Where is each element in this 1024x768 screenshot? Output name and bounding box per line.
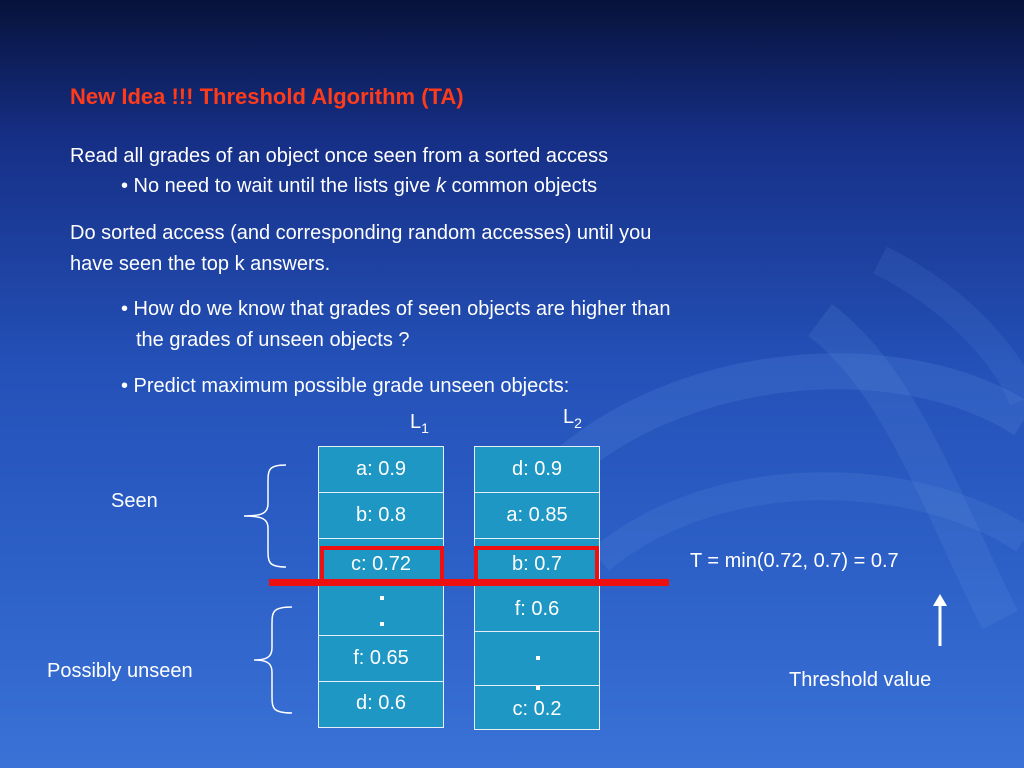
bullet-1-post: common objects: [445, 175, 598, 197]
bullet-1: [121, 174, 597, 198]
list2-cell: [474, 446, 600, 493]
threshold-value-label: Threshold value: [789, 669, 932, 691]
list1-cell: [318, 681, 444, 728]
up-arrow-icon: [930, 592, 950, 648]
slide-title: New Idea !!! Threshold Algorithm (TA): [70, 84, 464, 109]
list2-cell: [474, 585, 600, 632]
bullet-2-line1: • How do we know that grades of seen objects are higher than: [121, 298, 671, 320]
seen-brace: [240, 462, 290, 570]
ellipsis-dot: [380, 596, 384, 600]
list1-label-sub: 1: [421, 420, 429, 436]
list2-cell-text: b: 0.7: [511, 553, 563, 575]
highlight-box-list2: [474, 546, 599, 583]
list1-cell-text: d: 0.6: [355, 692, 407, 714]
bullet-3: • Predict maximum possible grade unseen objects:: [121, 375, 570, 397]
ellipsis-dot: [536, 686, 540, 690]
bullet-2-line2: the grades of unseen objects ?: [136, 329, 410, 351]
list1-cell-text: c: 0.72: [350, 553, 412, 575]
list2-cell-text: a: 0.85: [506, 504, 568, 526]
text-line-1: Read all grades of an object once seen from a sorted access: [70, 145, 609, 167]
threshold-formula: T = min(0.72, 0.7) = 0.7: [690, 550, 899, 572]
list1-cell-text: b: 0.8: [355, 504, 407, 526]
unseen-label: Possibly unseen: [47, 660, 193, 682]
list1-cell: [318, 492, 444, 539]
unseen-brace: [250, 604, 296, 716]
list2-cell: [474, 492, 600, 539]
list2-label-sub: 2: [574, 415, 582, 431]
highlight-box-list1: [320, 546, 444, 583]
list1-cell: [318, 446, 444, 493]
ellipsis-dot: [380, 622, 384, 626]
seen-label: Seen: [111, 490, 158, 512]
list1-label-letter: L: [410, 411, 422, 433]
list1-cell: [318, 635, 444, 682]
threshold-line: [269, 579, 669, 586]
list1-cell-text: f: 0.65: [353, 647, 409, 669]
list2-cell-text: d: 0.9: [511, 458, 563, 480]
list2-label-letter: L: [563, 406, 575, 428]
text-para2-line1: Do sorted access (and corresponding random accesses) until you: [70, 222, 652, 244]
bullet-1-pre: • No need to wait until the lists give: [121, 175, 436, 197]
list2-cell-text: f: 0.6: [514, 598, 560, 620]
list1-cell-ellipsis: [318, 585, 444, 636]
ellipsis-dot: [536, 656, 540, 660]
list2-cell-text: c: 0.2: [512, 698, 562, 720]
list2-label: [563, 405, 582, 435]
bullet-1-k: k: [435, 175, 446, 197]
text-para2-line2: have seen the top k answers.: [70, 253, 331, 275]
list1-cell-text: a: 0.9: [355, 458, 407, 480]
list2-cell-ellipsis: [474, 631, 600, 686]
list2-cell: [474, 685, 600, 730]
list1-label: [410, 410, 429, 440]
